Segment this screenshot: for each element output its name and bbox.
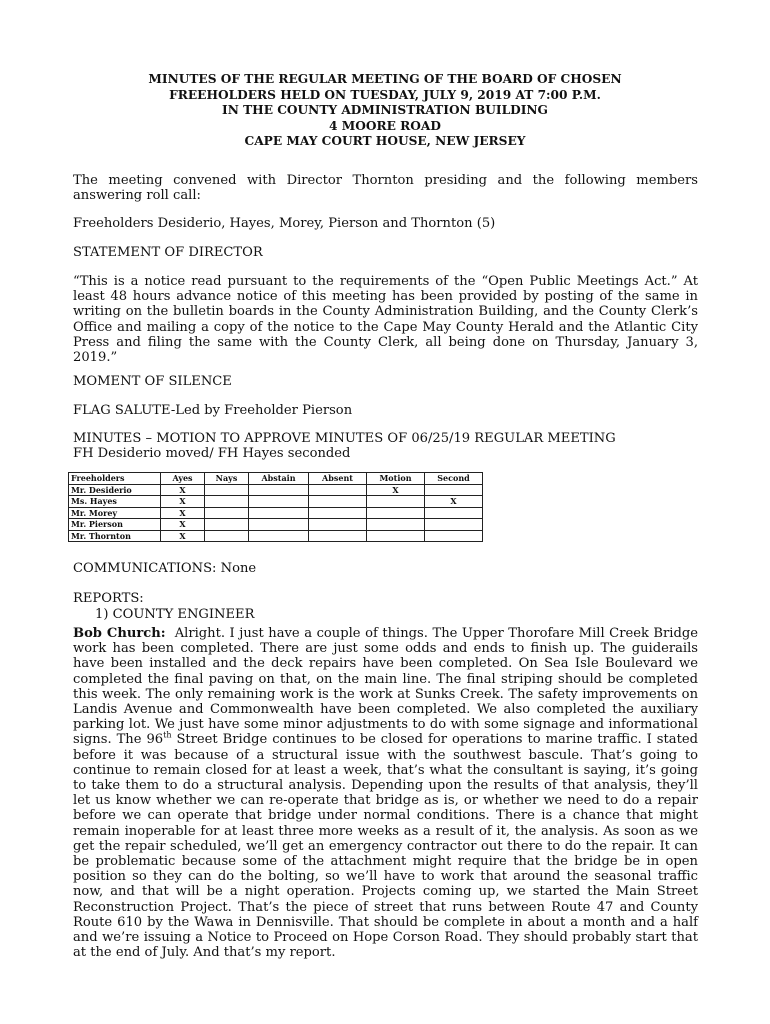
- cell-nays: [205, 519, 249, 531]
- title-line-5: CAPE MAY COURT HOUSE, NEW JERSEY: [244, 134, 526, 148]
- report-text-part-2: Street Bridge continues to be closed for operations to marine traffic. I stated before it was because of a structural issue with the southwest bascule. That’s going to continue to remain closed for at least a week, that’s what the consultant is saying, it’s going to take them to do a structural analysis. Depending upon the results of that analysis, they’ll let us know whether we can re-operate that bridge as is, or whether we need to do a repair before we can operate that bridge under normal conditions. There is a chance that might remain inoperable for at least three more weeks as a result of it, the analysis. As soon as we get the repair scheduled, we’ll get an emergency contractor out there to do the repair. It can be problematic because some of the attachment might require that the bridge be in open position so they can do the bolting, so we’ll have to work that around the seasonal traffic now, and that will be a night operation. Projects coming up, we started the Main Street Reconstruction Project. That’s the piece of street that runs between Route 47 and County Route 610 by the Wawa in Dennisville. That should be complete in about a month and a half and we’re issuing a Notice to Proceed on Hope Corson Road. They should probably start that at the end of July. And that’s my report.: [73, 732, 698, 961]
- cell-absent: [309, 484, 367, 496]
- table-row: [69, 507, 483, 519]
- cell-motion: [367, 519, 425, 531]
- statement-paragraph: “This is a notice read pursuant to the requirements of the “Open Public Meetings Act.” At least 48 hours advance notice of this meeting has been provided by posting of the same in writing on the bulletin boards in the County Administration Building, and the County Clerk’s Office and mailing a copy of the notice to the Cape May County Herald and the Atlantic City Press and filing the same with the County Clerk, all being done on Thursday, January 3, 2019.”: [73, 274, 698, 366]
- cell-absent: [309, 507, 367, 519]
- minutes-motion: MINUTES – MOTION TO APPROVE MINUTES OF 06/25/19 REGULAR MEETING: [73, 431, 616, 446]
- header-freeholders: Freeholders: [69, 473, 161, 485]
- cell-second: [425, 484, 483, 496]
- reports-heading: REPORTS:: [73, 591, 144, 606]
- cell-nays: [205, 530, 249, 542]
- table-row: [69, 484, 483, 496]
- cell-nays: [205, 496, 249, 508]
- roll-call: Freeholders Desiderio, Hayes, Morey, Pierson and Thornton (5): [73, 216, 496, 231]
- cell-ayes: X: [161, 496, 205, 508]
- statement-heading: STATEMENT OF DIRECTOR: [73, 245, 263, 260]
- cell-ayes: X: [161, 519, 205, 531]
- document-title: [70, 72, 700, 150]
- table-row: [69, 530, 483, 542]
- header-second: Second: [425, 473, 483, 485]
- vote-table: [68, 472, 483, 542]
- engineer-report-paragraph: [73, 626, 698, 960]
- cell-name: Mr. Morey: [69, 507, 161, 519]
- cell-absent: [309, 496, 367, 508]
- report-item-county-engineer: 1) COUNTY ENGINEER: [95, 607, 255, 622]
- cell-name: Mr. Pierson: [69, 519, 161, 531]
- cell-ayes: X: [161, 484, 205, 496]
- cell-name: Mr. Desiderio: [69, 484, 161, 496]
- table-row: [69, 519, 483, 531]
- cell-abstain: [249, 496, 309, 508]
- cell-nays: [205, 484, 249, 496]
- header-ayes: Ayes: [161, 473, 205, 485]
- cell-abstain: [249, 519, 309, 531]
- report-text-part-1: Alright. I just have a couple of things. The Upper Thorofare Mill Creek Bridge work has been completed. There are just some odds and ends to finish up. The guiderails have been installed and the deck repairs have been completed. On Sea Isle Boulevard we completed the final paving on that, on the main line. The final striping should be completed this week. The only remaining work is the work at Sunks Creek. The safety improvements on Landis Avenue and Commonwealth have been completed. We also completed the auxiliary parking lot. We just have some minor adjustments to do with some signage and informational signs. The 96: [73, 626, 699, 748]
- header-nays: Nays: [205, 473, 249, 485]
- cell-ayes: X: [161, 507, 205, 519]
- cell-name: Ms. Hayes: [69, 496, 161, 508]
- title-line-1: MINUTES OF THE REGULAR MEETING OF THE BOARD OF CHOSEN: [148, 72, 622, 86]
- header-absent: Absent: [309, 473, 367, 485]
- cell-abstain: [249, 507, 309, 519]
- convened-paragraph: The meeting convened with Director Thornton presiding and the following members answering roll call:: [73, 173, 698, 204]
- cell-absent: [309, 530, 367, 542]
- title-line-2: FREEHOLDERS HELD ON TUESDAY, JULY 9, 2019 AT 7:00 P.M.: [169, 87, 601, 102]
- moment-of-silence: MOMENT OF SILENCE: [73, 374, 232, 389]
- header-abstain: Abstain: [249, 473, 309, 485]
- communications: COMMUNICATIONS: None: [73, 561, 257, 576]
- cell-motion: X: [367, 484, 425, 496]
- cell-motion: [367, 530, 425, 542]
- cell-absent: [309, 519, 367, 531]
- title-line-3: IN THE COUNTY ADMINISTRATION BUILDING: [222, 103, 548, 117]
- cell-second: [425, 530, 483, 542]
- cell-nays: [205, 507, 249, 519]
- vote-table-header: [69, 473, 483, 485]
- speaker-name: Bob Church:: [73, 626, 166, 641]
- title-line-4: 4 MOORE ROAD: [329, 118, 441, 133]
- cell-motion: [367, 496, 425, 508]
- flag-salute: FLAG SALUTE-Led by Freeholder Pierson: [73, 403, 353, 418]
- cell-name: Mr. Thornton: [69, 530, 161, 542]
- cell-ayes: X: [161, 530, 205, 542]
- cell-second: X: [425, 496, 483, 508]
- cell-abstain: [249, 484, 309, 496]
- cell-second: [425, 519, 483, 531]
- table-row: [69, 496, 483, 508]
- cell-second: [425, 507, 483, 519]
- motion-line: FH Desiderio moved/ FH Hayes seconded: [73, 446, 351, 461]
- header-motion: Motion: [367, 473, 425, 485]
- cell-abstain: [249, 530, 309, 542]
- report-superscript: th: [163, 731, 172, 741]
- cell-motion: [367, 507, 425, 519]
